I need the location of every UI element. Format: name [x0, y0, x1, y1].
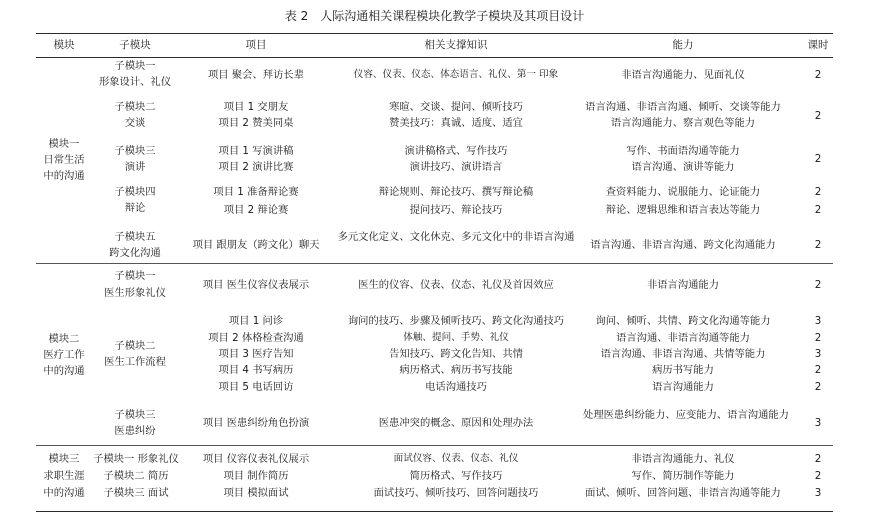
header-project: 项目	[245, 39, 267, 51]
project-cell: 项目 仪容仪表礼仪展示	[202, 453, 310, 465]
submodule-label: 医患纠纷	[114, 425, 156, 437]
project-cell: 项目 跟朋友（跨文化）聊天	[192, 239, 320, 251]
submodule-label: 子模块一	[114, 270, 156, 282]
hours-cell: 3	[814, 315, 822, 327]
ability-cell: 查资料能力、说服能力、论证能力	[605, 186, 761, 198]
bottom-rule	[36, 511, 833, 512]
submodule-label: 交谈	[124, 117, 146, 129]
ability-cell: 询问、倾听、共情、跨文化沟通等能力	[595, 315, 771, 327]
module-label: 模块三	[48, 453, 80, 465]
module-separator	[36, 263, 833, 264]
submodule-label: 子模块二	[114, 340, 156, 352]
module-label: 中的沟通	[43, 487, 85, 499]
module-label: 求职生涯	[43, 470, 85, 482]
ability-cell: 非语言沟通能力	[646, 279, 720, 291]
knowledge-cell: 演讲稿格式、写作技巧	[404, 145, 508, 157]
project-cell: 项目 3 医疗告知	[218, 348, 294, 360]
hours-cell: 2	[814, 153, 822, 165]
ability-cell: 面试、倾听、回答问题、非语言沟通等能力	[585, 487, 781, 499]
project-cell: 项目 2 赞美同桌	[218, 117, 294, 129]
knowledge-cell: 赞美技巧：真诚、适度、适宜	[389, 117, 523, 129]
ability-cell: 语言沟通能力	[652, 381, 714, 393]
project-cell: 项目 聚会、拜访长辈	[208, 69, 304, 81]
knowledge-cell: 医生的仪容、仪表、仪态、礼仪及首因效应	[358, 279, 554, 291]
header-hours: 课时	[807, 39, 829, 51]
project-cell: 项目 1 交朋友	[223, 101, 289, 113]
submodule-label: 子模块五	[114, 231, 156, 243]
project-cell: 项目 制作简历	[223, 470, 289, 482]
ability-cell: 辩论、逻辑思维和语言表达等能力	[605, 204, 761, 216]
hours-cell: 3	[814, 348, 822, 360]
submodule-label: 子模块二 简历	[103, 470, 169, 482]
hours-cell: 2	[814, 364, 822, 376]
hours-cell: 2	[814, 381, 822, 393]
submodule-label: 演讲	[124, 161, 146, 173]
ability-cell: 写作、简历制作等能力	[631, 470, 735, 482]
knowledge-cell: 电话沟通技巧	[425, 381, 487, 393]
ability-cell: 语言沟通、非语言沟通、共情等能力	[600, 348, 766, 360]
header-ability: 能力	[672, 39, 694, 51]
submodule-label: 子模块四	[114, 186, 156, 198]
knowledge-cell: 仪容、仪表、仪态、体态语言、礼仪、第一 印象	[353, 69, 559, 80]
ability-cell: 非语言沟通能力、礼仪	[631, 453, 735, 465]
module-label: 中的沟通	[43, 170, 85, 182]
project-cell: 项目 模拟面试	[223, 487, 289, 499]
knowledge-cell: 多元文化定义、文化休克、多元文化中的非语言沟通	[337, 231, 575, 243]
ability-cell: 语言沟通、演讲等能力	[631, 161, 735, 173]
submodule-label: 医生形象礼仪	[104, 287, 166, 299]
knowledge-cell: 医患冲突的概念、原因和处理办法	[378, 417, 534, 429]
project-cell: 项目 医患纠纷角色扮演	[202, 417, 310, 429]
knowledge-cell: 简历格式、写作技巧	[409, 470, 503, 482]
hours-cell: 2	[814, 470, 822, 482]
submodule-label: 子模块三 面试	[103, 487, 169, 499]
knowledge-cell: 演讲技巧、演讲语言	[409, 161, 503, 173]
project-cell: 项目 医生仪容仪表展示	[202, 279, 310, 291]
submodule-label: 医生工作流程	[104, 356, 166, 368]
ability-cell: 语言沟通能力、察言观色等能力	[610, 117, 756, 129]
ability-cell: 非语言沟通能力、见面礼仪	[621, 69, 745, 81]
ability-cell: 语言沟通、非语言沟通、跨文化沟通能力	[590, 239, 776, 251]
knowledge-cell: 询问的技巧、步骤及倾听技巧、跨文化沟通技巧	[347, 315, 565, 327]
submodule-label: 子模块三	[114, 409, 156, 421]
submodule-label: 子模块一 形象礼仪	[93, 453, 179, 465]
knowledge-cell: 面试技巧、倾听技巧、回答问题技巧	[373, 487, 539, 499]
hours-cell: 2	[814, 204, 822, 216]
submodule-label: 子模块三	[114, 145, 156, 157]
hours-cell: 2	[814, 453, 822, 465]
project-cell: 项目 2 体格检查沟通	[208, 332, 304, 344]
table-caption: 表 2 人际沟通相关课程模块化教学子模块及其项目设计	[284, 9, 585, 23]
module-label: 日常生活	[43, 154, 85, 166]
hours-cell: 2	[814, 279, 822, 291]
module-separator	[36, 445, 833, 446]
project-cell: 项目 1 问诊	[228, 315, 284, 327]
knowledge-cell: 辩论规则、辩论技巧、撰写辩论稿	[378, 186, 534, 198]
project-cell: 项目 1 准备辩论赛	[213, 186, 299, 198]
submodule-label: 子模块二	[114, 101, 156, 113]
hours-cell: 2	[814, 239, 822, 251]
ability-cell: 病历书写能力	[652, 364, 714, 376]
submodule-label: 形象设计、礼仪	[98, 76, 172, 88]
project-cell: 项目 1 写演讲稿	[218, 145, 294, 157]
hours-cell: 3	[814, 487, 822, 499]
ability-cell: 语言沟通、非语言沟通等能力	[616, 332, 750, 344]
header-module: 模块	[53, 39, 75, 51]
submodule-label: 子模块一	[114, 60, 156, 72]
project-cell: 项目 4 书写病历	[218, 364, 294, 376]
hours-cell: 2	[814, 69, 822, 81]
module-label: 医疗工作	[43, 349, 85, 361]
hours-cell: 2	[814, 186, 822, 198]
knowledge-cell: 提问技巧、辩论技巧	[409, 204, 503, 216]
header-submodule: 子模块	[119, 39, 151, 51]
project-cell: 项目 2 演讲比赛	[218, 161, 294, 173]
module-label: 模块二	[48, 333, 80, 345]
ability-cell: 写作、书面语沟通等能力	[626, 145, 740, 157]
module-label: 中的沟通	[43, 365, 85, 377]
module-label: 模块一	[48, 138, 80, 150]
knowledge-cell: 面试仪容、仪表、仪态、礼仪	[393, 453, 519, 464]
hours-cell: 2	[814, 332, 822, 344]
hours-cell: 2	[814, 110, 822, 122]
submodule-label: 跨文化沟通	[109, 247, 161, 259]
top-rule	[36, 33, 833, 34]
header-knowledge: 相关支撑知识	[424, 39, 488, 51]
ability-cell: 处理医患纠纷能力、应变能力、语言沟通能力	[583, 409, 789, 421]
ability-cell: 语言沟通、非语言沟通、倾听、交谈等能力	[585, 101, 781, 113]
knowledge-cell: 病历格式、病历书写技能	[399, 364, 513, 376]
knowledge-cell: 寒暄、交谈、提问、倾听技巧	[389, 101, 523, 113]
knowledge-cell: 体触、提问、手势、礼仪	[403, 332, 509, 343]
hours-cell: 3	[814, 417, 822, 429]
knowledge-cell: 告知技巧、跨文化告知、共情	[389, 348, 523, 360]
submodule-label: 辩论	[124, 202, 146, 214]
project-cell: 项目 2 辩论赛	[223, 204, 289, 216]
project-cell: 项目 5 电话回访	[218, 381, 294, 393]
